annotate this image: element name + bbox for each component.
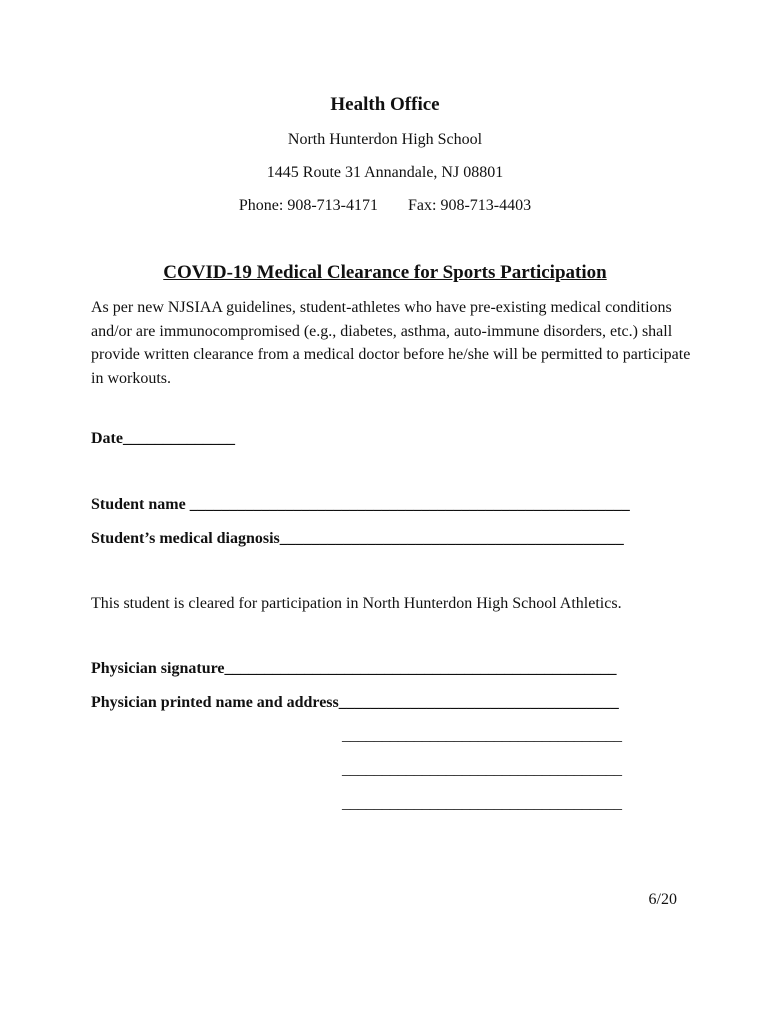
physician-name-blank: ___________________________________ [338, 694, 619, 711]
student-name-label: Student name [91, 496, 190, 513]
intro-paragraph: As per new NJSIAA guidelines, student-athletes who have pre-existing medical conditions and/or are immunocompromised (e.g., diabetes, asthma, auto-immune disorders, etc.) shall provide written clearance from a medical doctor before he/she will be permitted to participate in workouts. [91, 299, 691, 387]
school-name: North Hunterdon High School [287, 131, 483, 148]
diagnosis-field[interactable] [91, 530, 624, 548]
physician-signature-label: Physician signature [91, 660, 225, 677]
fax-number: Fax: 908-713-4403 [408, 197, 532, 214]
student-name-blank: _______________________________________________________ [189, 496, 630, 513]
physician-name-field[interactable] [91, 694, 619, 712]
physician-name-label: Physician printed name and address [91, 694, 339, 711]
office-title: Health Office [330, 94, 440, 115]
diagnosis-label: Student’s medical diagnosis [91, 530, 280, 547]
phone-number: Phone: 908-713-4171 [238, 197, 378, 214]
student-name-field[interactable] [91, 496, 630, 514]
date-label: Date [91, 430, 123, 447]
diagnosis-blank: ___________________________________________ [279, 530, 624, 547]
address-line-1[interactable]: ___________________________________ [342, 727, 622, 744]
date-blank: ______________ [122, 430, 235, 447]
clearance-statement: This student is cleared for participation in North Hunterdon High School Athletics. [91, 595, 622, 612]
contact-line [0, 197, 770, 215]
school-address: 1445 Route 31 Annandale, NJ 08801 [266, 164, 504, 181]
revision-date: 6/20 [648, 891, 677, 908]
physician-signature-field[interactable] [91, 660, 617, 678]
physician-signature-blank: _________________________________________________ [224, 660, 617, 677]
date-field[interactable] [91, 430, 235, 448]
form-title: COVID-19 Medical Clearance for Sports Participation [163, 262, 607, 283]
address-line-2[interactable]: ___________________________________ [342, 761, 622, 778]
address-line-3[interactable]: ___________________________________ [342, 795, 622, 812]
